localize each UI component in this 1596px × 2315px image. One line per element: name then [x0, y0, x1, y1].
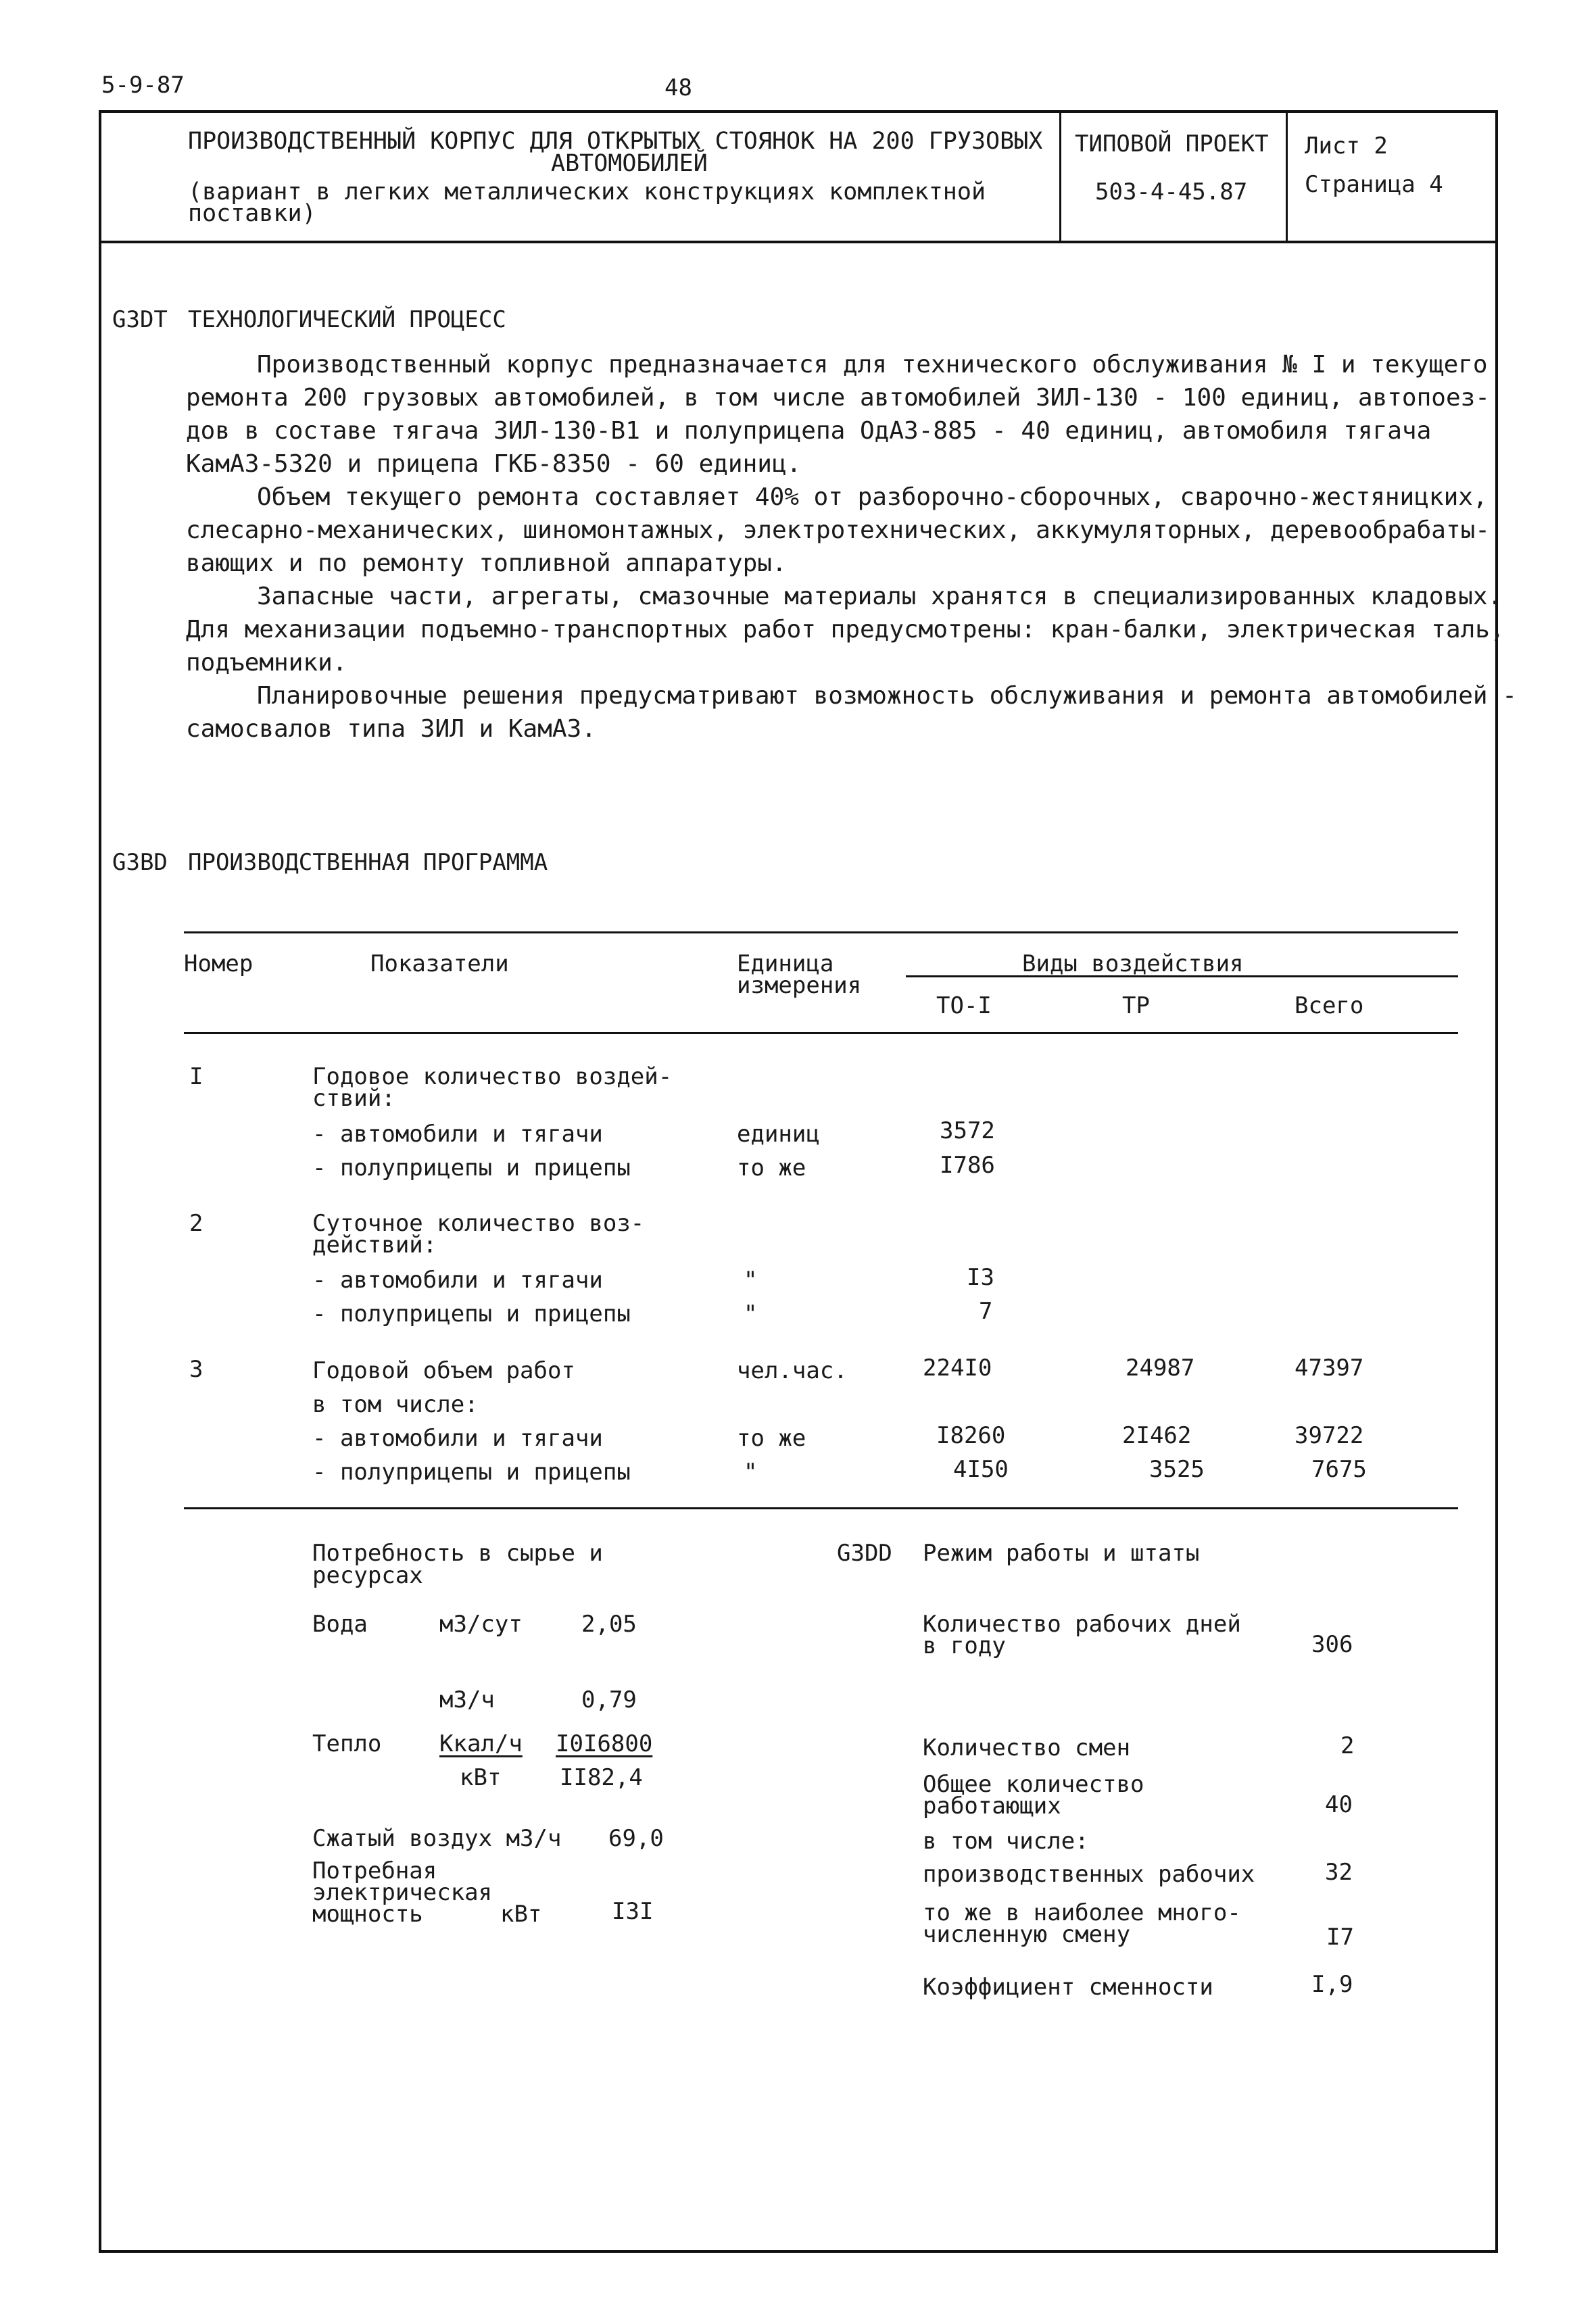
table-cell-label: - полуприцепы и прицепы	[312, 1459, 631, 1486]
power-unit: кВт	[500, 1901, 542, 1928]
text-line: ремонта 200 грузовых автомобилей, в том числе автомобилей ЗИЛ-130 - 100 единиц, автопоез-	[186, 384, 1490, 412]
power-label-2: электрическая	[312, 1879, 493, 1906]
power-label-3: мощность	[312, 1901, 423, 1928]
table-cell-total: 39722	[1295, 1422, 1364, 1449]
text-line: подъемники.	[186, 649, 347, 677]
section1-code: G3DT	[112, 306, 168, 333]
table-cell-total: 47397	[1295, 1355, 1364, 1382]
table-cell-tr: 3525	[1149, 1456, 1205, 1483]
text-line: Планировочные решения предусматривают возможность обслуживания и ремонта автомобилей -	[257, 682, 1517, 710]
workers-value: 40	[1325, 1791, 1353, 1818]
text-line: самосвалов типа ЗИЛ и КамАЗ.	[186, 715, 596, 743]
table-cell-unit: "	[744, 1267, 758, 1294]
header-title-line2: АВТОМОБИЛЕЙ	[551, 150, 708, 177]
section2-code: G3BD	[112, 849, 168, 876]
workers-label: Общее количество	[923, 1771, 1144, 1798]
heat-label: Тепло	[312, 1730, 382, 1757]
resources-title-2: ресурсах	[312, 1562, 423, 1589]
text-line: Запасные части, агрегаты, смазочные материалы хранятся в специализированных кладовых.	[257, 583, 1503, 610]
table-row-num: 2	[189, 1210, 203, 1237]
water-label: Вода	[312, 1611, 368, 1638]
header-col-divider-2	[1286, 110, 1288, 242]
max-shift-value: I7	[1326, 1924, 1354, 1951]
text-line: Объем текущего ремонта составляет 40% от разборочно-сборочных, сварочно-жестяницких,	[257, 483, 1488, 511]
shifts-value: 2	[1340, 1732, 1355, 1759]
resources-title: Потребность в сырье и	[312, 1540, 603, 1567]
shifts-label: Количество смен	[923, 1734, 1131, 1761]
page-label: Страница 4	[1305, 171, 1443, 198]
table-cell-unit: чел.час.	[737, 1357, 848, 1384]
text-line: КамАЗ-5320 и прицепа ГКБ-8350 - 60 единиц.	[186, 450, 802, 478]
table-cell-label: - полуприцепы и прицепы	[312, 1154, 631, 1181]
header-subtitle-line2: поставки)	[188, 200, 316, 227]
table-cell-unit: то же	[737, 1154, 806, 1181]
max-shift-label: то же в наиболее много-	[923, 1899, 1241, 1926]
water-value-hour: 0,79	[581, 1686, 637, 1713]
col-unit-header-2: измерения	[737, 972, 862, 999]
table-row-num: 3	[189, 1356, 203, 1383]
table-cell-label: Суточное количество воз-	[312, 1210, 645, 1237]
table-cell-to1: I786	[940, 1152, 995, 1179]
document-code: 5-9-87	[101, 72, 185, 99]
header-subtitle-line1: (вариант в легких металлических конструкциях комплектной	[188, 178, 986, 205]
header-divider	[99, 241, 1498, 243]
heat-unit-kcal: Ккал/ч	[439, 1730, 523, 1757]
max-shift-label-2: численную смену	[923, 1921, 1131, 1948]
text-line: вающих и по ремонту топливной аппаратуры.	[186, 550, 787, 577]
table-bottom-rule	[184, 1507, 1458, 1509]
table-cell-label: - автомобили и тягачи	[312, 1425, 603, 1452]
table-cell-unit: "	[744, 1300, 758, 1327]
table-cell-to1: 4I50	[953, 1456, 1009, 1483]
section2-title: ПРОИЗВОДСТВЕННАЯ ПРОГРАММА	[188, 849, 548, 876]
text-line: Для механизации подъемно-транспортных работ предусмотрены: кран-балки, электрическая таль,	[186, 616, 1505, 643]
sheet-label: Лист 2	[1305, 132, 1388, 160]
table-header-rule	[184, 1032, 1458, 1034]
table-cell-tr: 24987	[1126, 1355, 1195, 1382]
work-mode-code: G3DD	[837, 1540, 892, 1567]
including-label: в том числе:	[923, 1828, 1089, 1855]
col-indicators-header: Показатели	[370, 950, 509, 977]
text-line: Производственный корпус предназначается для технического обслуживания № I и текущего	[257, 351, 1488, 379]
table-cell-total: 7675	[1311, 1456, 1367, 1483]
section1-title: ТЕХНОЛОГИЧЕСКИЙ ПРОЦЕСС	[188, 306, 506, 333]
table-cell-to1: 3572	[940, 1117, 995, 1144]
col-unit-header: Единица	[737, 950, 834, 977]
air-label: Сжатый воздух м3/ч	[312, 1825, 562, 1852]
table-cell-unit: то же	[737, 1425, 806, 1452]
heat-unit-kw: кВт	[460, 1764, 502, 1791]
table-cell-label: ствий:	[312, 1085, 395, 1112]
project-code: 503-4-45.87	[1095, 178, 1248, 205]
table-cell-label: - полуприцепы и прицепы	[312, 1300, 631, 1327]
table-cell-to1: 7	[979, 1298, 993, 1325]
table-cell-label: Годовое количество воздей-	[312, 1063, 673, 1090]
header-col-divider-1	[1059, 110, 1061, 242]
header-title-line1: ПРОИЗВОДСТВЕННЫЙ КОРПУС ДЛЯ ОТКРЫТЫХ СТОЯНОК НА 200 ГРУЗОВЫХ	[188, 128, 1043, 155]
table-cell-label: действий:	[312, 1232, 437, 1259]
work-days-label: Количество рабочих дней	[923, 1611, 1241, 1638]
table-cell-tr: 2I462	[1122, 1422, 1192, 1449]
text-line: дов в составе тягача ЗИЛ-130-В1 и полуприцепа ОдАЗ-885 - 40 единиц, автомобиля тягача	[186, 417, 1432, 445]
water-unit-hour: м3/ч	[439, 1686, 495, 1713]
table-cell-unit: "	[744, 1459, 758, 1486]
table-cell-label: - автомобили и тягачи	[312, 1121, 603, 1148]
table-top-rule	[184, 931, 1458, 933]
table-cell-unit: единиц	[737, 1121, 820, 1148]
water-value-day: 2,05	[581, 1611, 637, 1638]
table-cell-to1: I8260	[936, 1422, 1006, 1449]
text-line: слесарно-механических, шиномонтажных, электротехнических, аккумуляторных, деревообрабаты-	[186, 516, 1490, 544]
prod-workers-value: 32	[1325, 1859, 1353, 1886]
power-value: I3I	[612, 1898, 654, 1925]
table-cell-label: Годовой объем работ	[312, 1357, 575, 1384]
coef-value: I,9	[1311, 1971, 1353, 1998]
heat-value-kw: II82,4	[560, 1764, 643, 1791]
page-number: 48	[664, 74, 692, 101]
work-mode-title: Режим работы и штаты	[923, 1540, 1200, 1567]
col-number-header: Номер	[184, 950, 253, 977]
prod-workers-label: производственных рабочих	[923, 1861, 1255, 1888]
table-cell-label: - автомобили и тягачи	[312, 1267, 603, 1294]
work-days-value: 306	[1311, 1631, 1353, 1658]
section1-text	[186, 348, 1517, 746]
heat-value-kcal: I0I6800	[556, 1730, 653, 1757]
power-label: Потребная	[312, 1857, 437, 1884]
project-label: ТИПОВОЙ ПРОЕКТ	[1075, 130, 1269, 157]
water-unit-day: м3/сут	[439, 1611, 523, 1638]
table-row-num: I	[189, 1063, 203, 1090]
coef-label: Коэффициент сменности	[923, 1974, 1213, 2001]
table-cell-to1: 224I0	[923, 1355, 992, 1382]
col-to1-header: ТО-I	[936, 992, 992, 1019]
workers-label-2: работающих	[923, 1793, 1061, 1820]
air-value: 69,0	[608, 1825, 664, 1852]
col-group-header: Виды воздействия	[1022, 950, 1244, 977]
col-total-header: Всего	[1295, 992, 1364, 1019]
table-cell-label: в том числе:	[312, 1391, 479, 1418]
table-cell-to1: I3	[967, 1264, 994, 1291]
col-tr-header: ТР	[1122, 992, 1150, 1019]
work-days-label-2: в году	[923, 1632, 1006, 1659]
